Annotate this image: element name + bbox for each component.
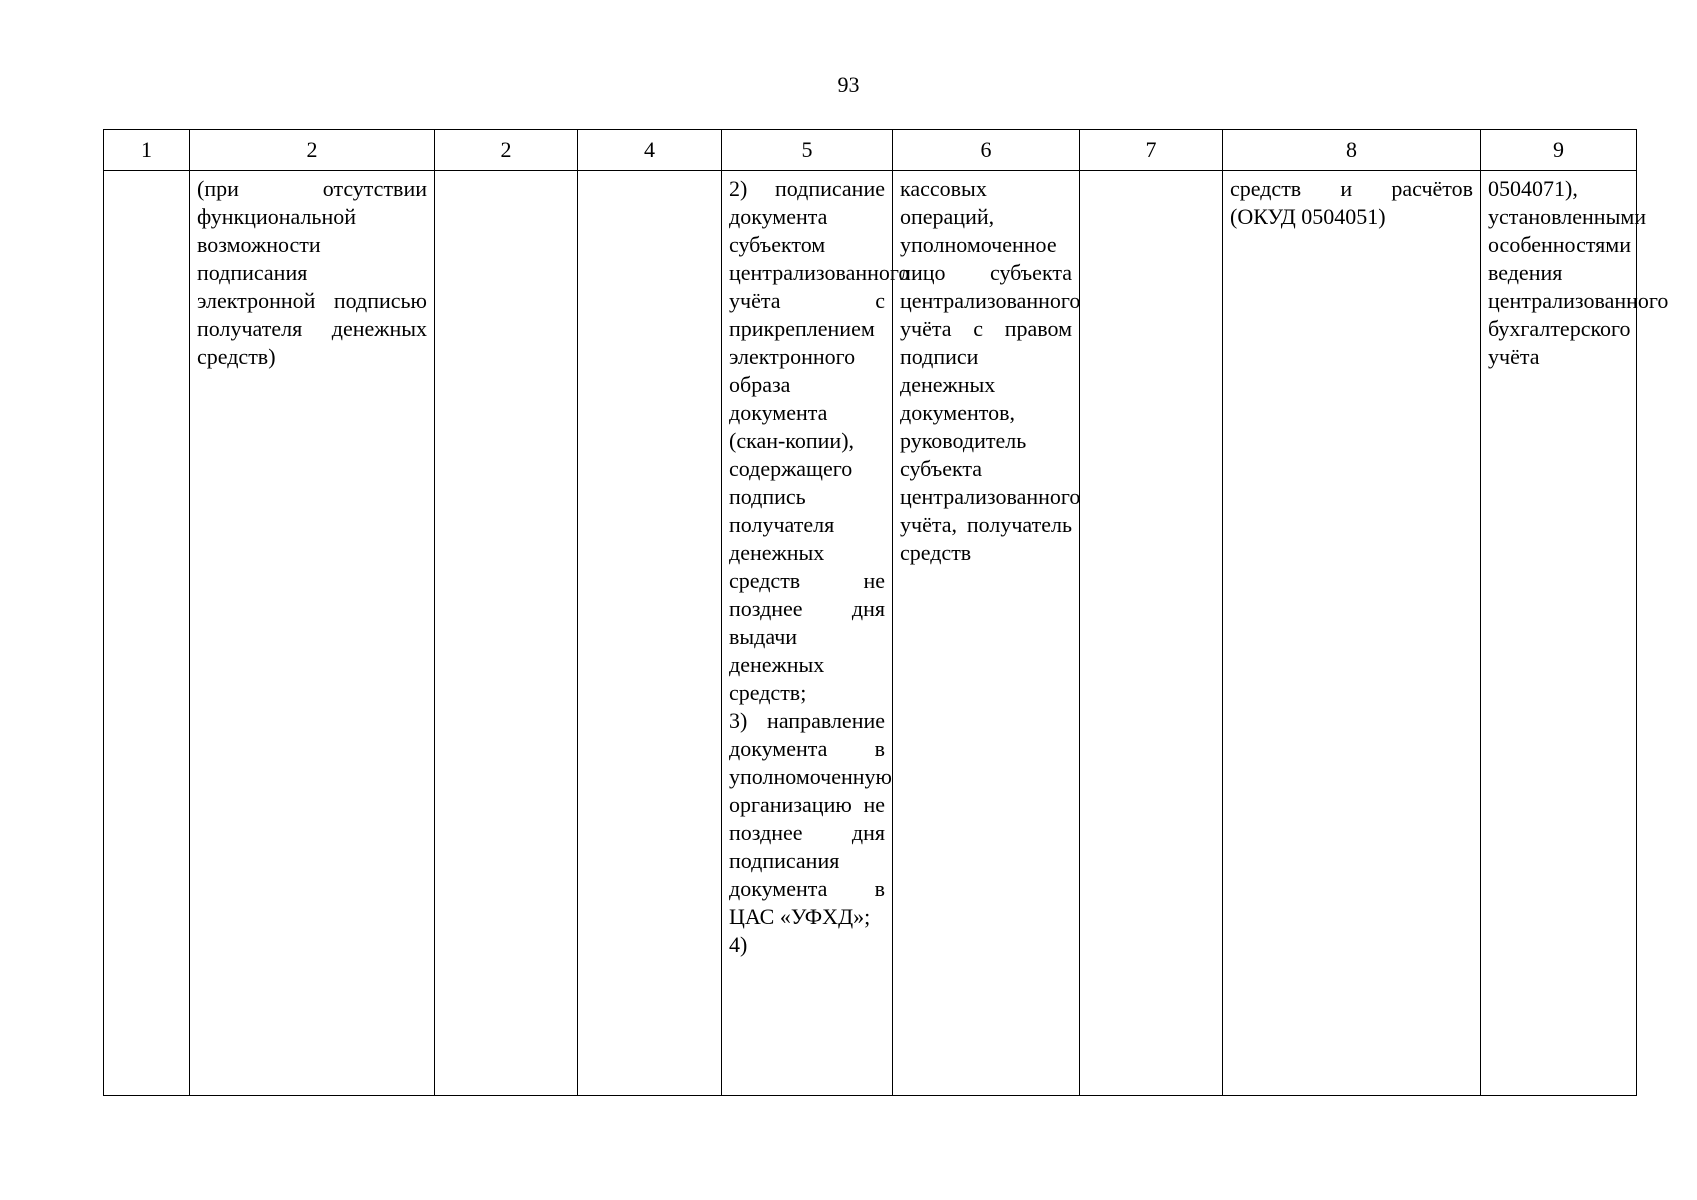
column-header-7: 7 <box>1080 130 1223 171</box>
cell-col6 <box>893 171 1080 1096</box>
table-row <box>104 171 1637 1096</box>
cell-col9 <box>1481 171 1669 1096</box>
document-table <box>103 129 1669 1096</box>
cell-col3 <box>435 171 578 1096</box>
column-header-4: 4 <box>578 130 722 171</box>
cell-col8 <box>1223 171 1481 1096</box>
cell-col5 <box>722 171 910 1096</box>
column-header-1: 1 <box>104 130 190 171</box>
cell-col2 <box>190 171 435 1096</box>
cell-col1 <box>104 171 190 1096</box>
cell-col5-text: 2) подписание документа субъектом централизованного учёта с прикреплением электронного образа документа (скан-копии), содержащего подпись получателя денежных средств не позднее дня выдачи денежных средств; 3) направление документа в уполномоченную организацию не позднее дня подписания документа в ЦАС «УФХД»; 4) <box>729 176 910 957</box>
cell-col7 <box>1080 171 1223 1096</box>
cell-col8-text: средств и расчётов (ОКУД 0504051) <box>1230 176 1473 229</box>
cell-col2-text: (при отсутствии функциональной возможности подписания электронной подписью получателя денежных средств) <box>197 176 427 369</box>
column-header-2: 2 <box>190 130 435 171</box>
cell-col9-text: 0504071), установленными особенностями ведения централизованного бухгалтерского учёта <box>1488 176 1669 369</box>
cell-col6-text: кассовых операций, уполномоченное лицо субъекта централизованного учёта с правом подписи денежных документов, руководитель субъекта централизованного учёта, получатель средств <box>900 176 1081 565</box>
cell-col4 <box>578 171 722 1096</box>
column-header-8: 8 <box>1223 130 1481 171</box>
page-number: 93 <box>837 72 860 97</box>
column-header-9: 9 <box>1481 130 1637 171</box>
column-header-6: 6 <box>893 130 1080 171</box>
column-header-5: 5 <box>722 130 893 171</box>
table-header-row <box>104 130 1637 171</box>
column-header-3: 2 <box>435 130 578 171</box>
